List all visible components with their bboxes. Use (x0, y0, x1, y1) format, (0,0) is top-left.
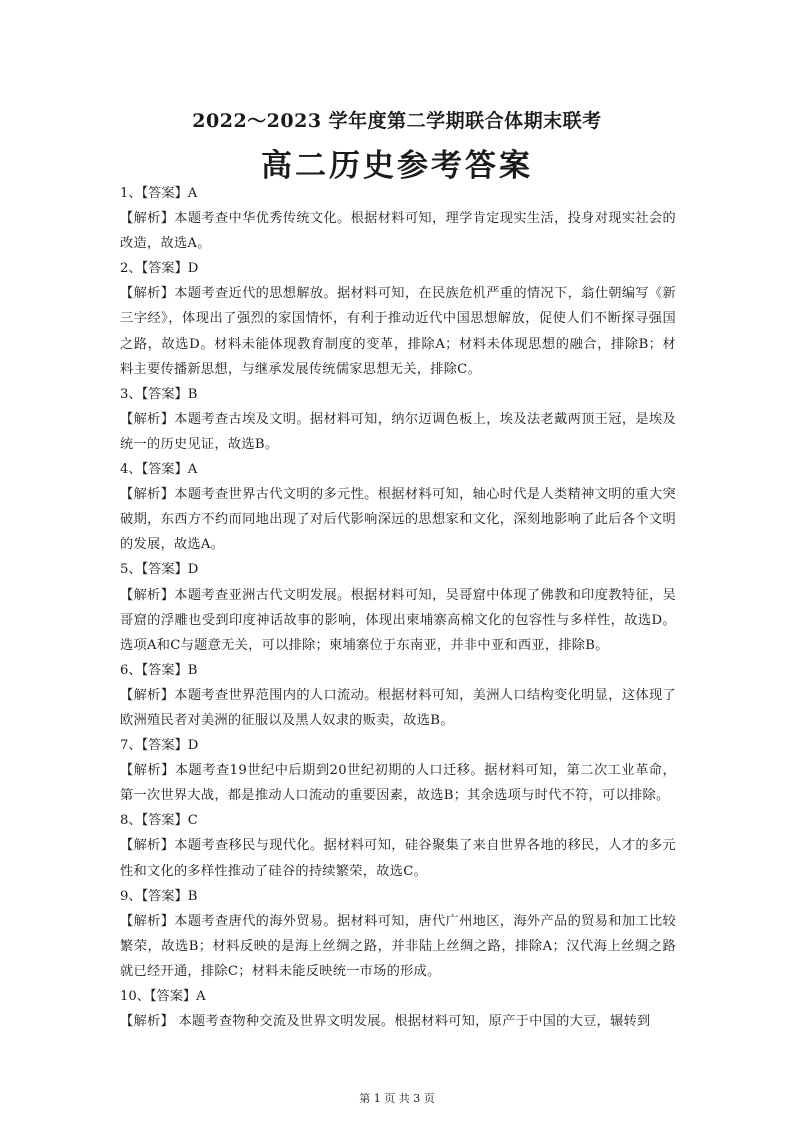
answer-explanation: 【解析】 本题考查物种交流及世界文明发展。根据材料可知，原产于中国的大豆，辗转到 (120, 1014, 651, 1030)
answer-item-9 (120, 884, 676, 984)
answer-explanation: 【解析】本题考查世界范围内的人口流动。根据材料可知，美洲人口结构变化明显，这体现了欧洲殖民者对美洲的征服以及黑人奴隶的贩卖，故选B。 (120, 687, 676, 728)
answer-item-5 (120, 557, 676, 657)
answer-item-3 (120, 382, 676, 457)
answer-label: 10、【答案】A (120, 989, 206, 1004)
answer-explanation: 【解析】本题考查古埃及文明。据材料可知，纳尔迈调色板上，埃及法老戴两顶王冠，是埃及统一的历史见证，故选B。 (120, 411, 676, 452)
answer-label: 9、【答案】B (120, 888, 198, 904)
answer-item-8 (120, 808, 676, 883)
answer-label: 2、【答案】D (120, 261, 199, 277)
answer-item-7 (120, 733, 676, 808)
answer-explanation: 【解析】本题考查移民与现代化。据材料可知，硅谷聚集了来自世界各地的移民，人才的多元性和文化的多样性推动了硅谷的持续繁荣，故选C。 (120, 838, 676, 879)
answer-item-10 (120, 984, 676, 1034)
answer-explanation: 【解析】本题考查19世纪中后期到20世纪初期的人口迁移。据材料可知，第二次工业革命，第一次世界大战，都是推动人口流动的重要因素，故选B；其余选项与时代不符，可以排除。 (120, 763, 676, 804)
answer-label: 3、【答案】B (120, 386, 198, 402)
answer-label: 8、【答案】C (120, 813, 198, 829)
answer-list (120, 181, 676, 1034)
answer-explanation: 【解析】本题考查唐代的海外贸易。据材料可知，唐代广州地区，海外产品的贸易和加工比较繁荣，故选B；材料反映的是海上丝绸之路，并非陆上丝绸之路，排除A；汉代海上丝绸之路就已经开通，排除C；材料未能反映统一市场的形成。 (120, 913, 676, 979)
answer-explanation: 【解析】本题考查近代的思想解放。据材料可知，在民族危机严重的情况下，翁仕朝编写《新三字经》，体现出了强烈的家国情怀，有利于推动近代中国思想解放，促使人们不断探寻强国之路，故选D。材料未能体现教育制度的变革，排除A；材料未体现思想的融合，排除B；材料主要传播新思想，与继承发展传统儒家思想无关，排除C。 (120, 286, 676, 377)
answer-label: 4、【答案】A (120, 462, 198, 478)
answer-explanation: 【解析】本题考查世界古代文明的多元性。根据材料可知，轴心时代是人类精神文明的重大突破期，东西方不约而同地出现了对后代影响深远的思想家和文化，深刻地影响了此后各个文明的发展，故选A。 (120, 487, 676, 553)
answer-label: 7、【答案】D (120, 738, 199, 754)
answer-explanation: 【解析】本题考查中华优秀传统文化。根据材料可知，理学肯定现实生活，投身对现实社会的改造，故选A。 (120, 211, 676, 252)
document-subtitle: 高二历史参考答案 (261, 148, 533, 184)
answer-item-6 (120, 658, 676, 733)
answer-label: 5、【答案】D (120, 562, 199, 578)
answer-item-4 (120, 457, 676, 557)
answer-label: 1、【答案】A (120, 186, 198, 201)
answer-label: 6、【答案】B (120, 662, 198, 678)
page-number: 第 1 页 共 3 页 (359, 1092, 435, 1105)
answer-item-1 (120, 181, 676, 256)
answer-item-2 (120, 256, 676, 381)
exam-title: 2022～2023 学年度第二学期联合体期末联考 (192, 110, 602, 132)
answer-explanation: 【解析】本题考查亚洲古代文明发展。根据材料可知，吴哥窟中体现了佛教和印度教特征，吴哥窟的浮雕也受到印度神话故事的影响，体现出柬埔寨高棉文化的包容性与多样性，故选D。选项A和C与题意无关，可以排除；柬埔寨位于东南亚，并非中亚和西亚，排除B。 (120, 587, 676, 653)
